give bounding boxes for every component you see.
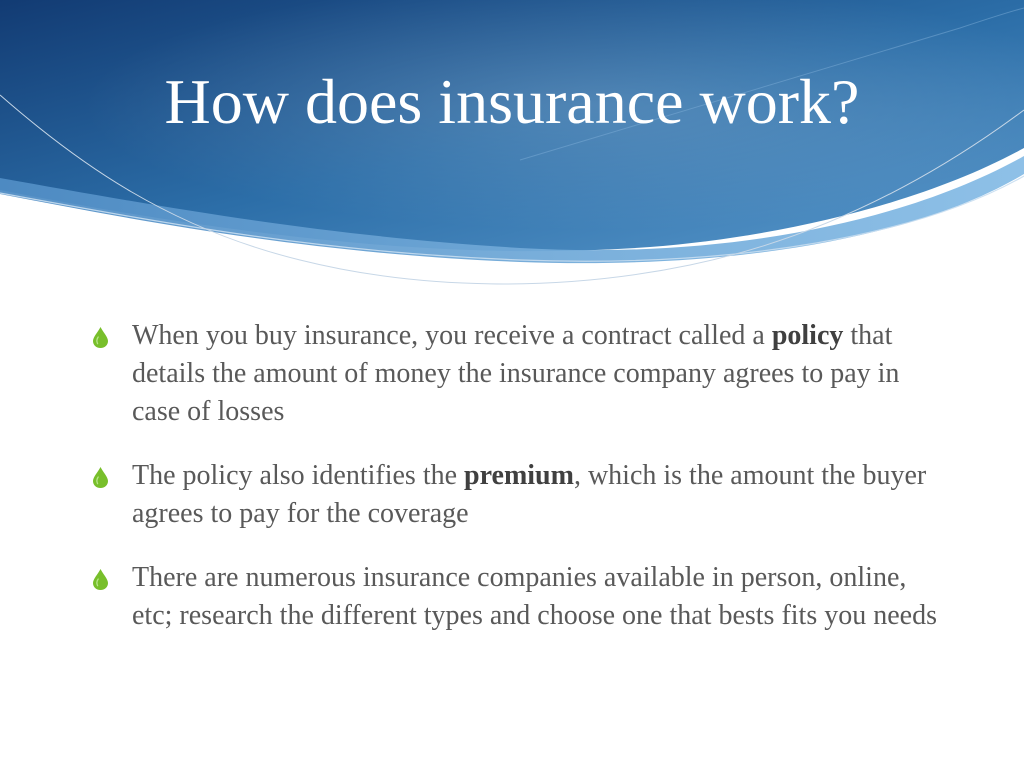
bullet-text-after: , which is the amount the buyer agrees to pay for the coverage xyxy=(132,460,927,529)
premium-term: premium xyxy=(464,460,574,491)
green-drop-icon xyxy=(92,467,109,488)
bullet-text: There are numerous insurance companies available in person, online, etc; research the different types and choose one that bests fits you needs xyxy=(132,562,937,631)
bullet-text-before: When you buy insurance, you receive a contract called a xyxy=(132,320,772,351)
header-wave-graphic xyxy=(0,0,1024,300)
bullet-text-before: The policy also identifies the xyxy=(132,460,465,491)
policy-term: policy xyxy=(771,320,844,351)
green-drop-icon xyxy=(92,327,109,348)
bullet-item-premium xyxy=(92,457,942,533)
slide-title: How does insurance work? xyxy=(164,66,860,137)
green-drop-icon xyxy=(92,569,109,590)
bullet-item-policy xyxy=(92,317,942,431)
bullet-text-after: that details the amount of money the insurance company agrees to pay in case of losses xyxy=(132,320,900,427)
bullet-list xyxy=(92,317,942,661)
bullet-item-companies xyxy=(92,559,942,635)
